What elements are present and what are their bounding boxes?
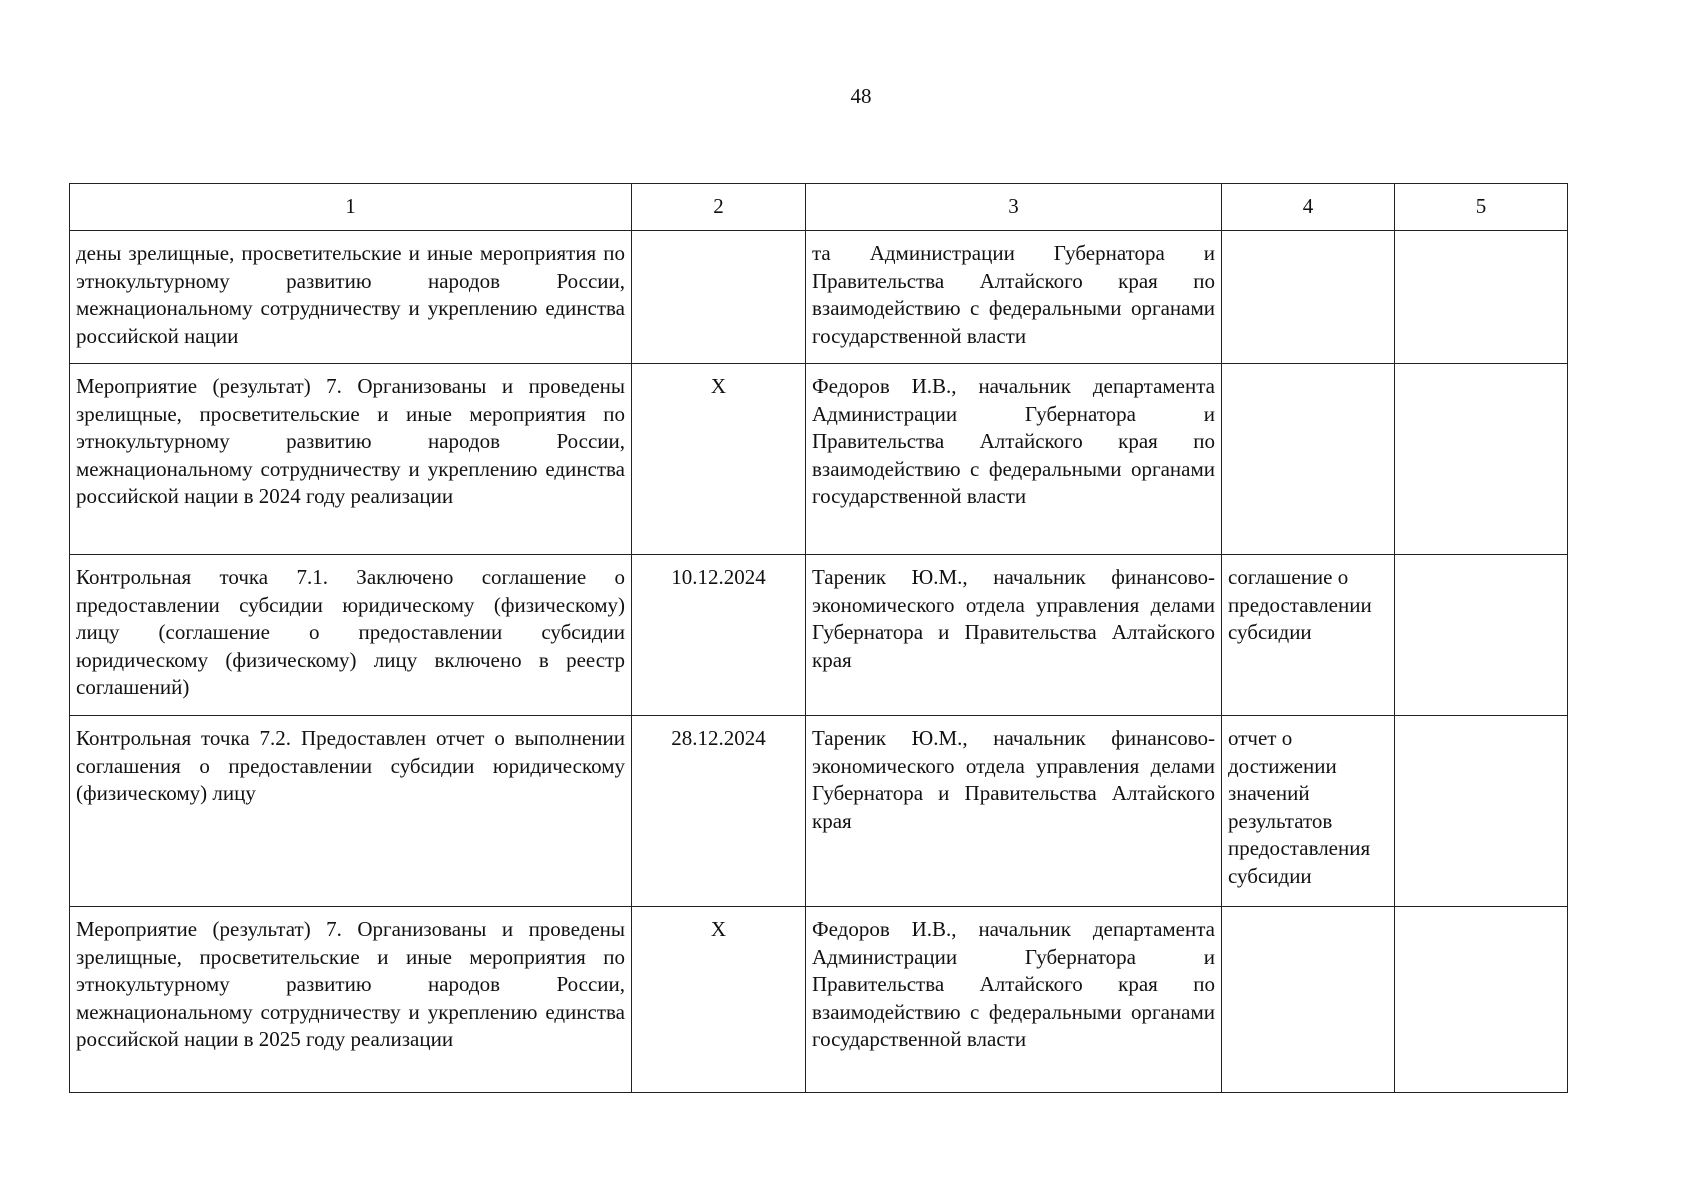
column-header-2: 2 [632, 184, 806, 231]
document-type-cell [1222, 364, 1395, 555]
info-system-cell [1395, 364, 1568, 555]
responsible-cell: Федоров И.В., начальник департамента Администрации Губернатора и Правительства Алтайского края по взаимодействию с федеральными органами государственной власти [806, 364, 1222, 555]
info-system-cell [1395, 231, 1568, 364]
deadline-cell: 10.12.2024 [632, 555, 806, 716]
deadline-cell: Х [632, 364, 806, 555]
table-header-row [70, 184, 1568, 231]
document-type-cell: соглашение о предоставлении субсидии [1222, 555, 1395, 716]
table-row [70, 555, 1568, 716]
deadline-cell: 28.12.2024 [632, 716, 806, 907]
deadline-cell: Х [632, 907, 806, 1093]
responsible-cell: Тареник Ю.М., начальник финансово-экономического отдела управления делами Губернатора и Правительства Алтайского края [806, 716, 1222, 907]
info-system-cell [1395, 907, 1568, 1093]
info-system-cell [1395, 555, 1568, 716]
document-type-cell: отчет о достижении значений результатов предоставления субсидии [1222, 716, 1395, 907]
column-header-3: 3 [806, 184, 1222, 231]
event-description-cell: Контрольная точка 7.2. Предоставлен отчет о выполнении соглашения о предоставлении субсидии юридическому (физическому) лицу [70, 716, 632, 907]
event-description-cell: дены зрелищные, просветительские и иные мероприятия по этнокультурному развитию народов России, межнациональному сотрудничеству и укреплению единства российской нации [70, 231, 632, 364]
responsible-cell: та Администрации Губернатора и Правительства Алтайского края по взаимодействию с федеральными органами государственной власти [806, 231, 1222, 364]
event-description-cell: Мероприятие (результат) 7. Организованы и проведены зрелищные, просветительские и иные мероприятия по этнокультурному развитию народов России, межнациональному сотрудничеству и укреплению единства российской нации в 2025 году реализации [70, 907, 632, 1093]
info-system-cell [1395, 716, 1568, 907]
event-description-cell: Мероприятие (результат) 7. Организованы и проведены зрелищные, просветительские и иные мероприятия по этнокультурному развитию народов России, межнациональному сотрудничеству и укреплению единства российской нации в 2024 году реализации [70, 364, 632, 555]
document-type-cell [1222, 907, 1395, 1093]
table-row [70, 364, 1568, 555]
table-row [70, 907, 1568, 1093]
column-header-5: 5 [1395, 184, 1568, 231]
column-header-1: 1 [70, 184, 632, 231]
table-row [70, 716, 1568, 907]
responsible-cell: Федоров И.В., начальник департамента Администрации Губернатора и Правительства Алтайского края по взаимодействию с федеральными органами государственной власти [806, 907, 1222, 1093]
deadline-cell [632, 231, 806, 364]
document-table [69, 183, 1568, 1093]
responsible-cell: Тареник Ю.М., начальник финансово-экономического отдела управления делами Губернатора и Правительства Алтайского края [806, 555, 1222, 716]
page-number: 48 [850, 84, 872, 108]
document-type-cell [1222, 231, 1395, 364]
table-row [70, 231, 1568, 364]
column-header-4: 4 [1222, 184, 1395, 231]
event-description-cell: Контрольная точка 7.1. Заключено соглашение о предоставлении субсидии юридическому (физическому) лицу (соглашение о предоставлении субсидии юридическому (физическому) лицу включено в реестр соглашений) [70, 555, 632, 716]
